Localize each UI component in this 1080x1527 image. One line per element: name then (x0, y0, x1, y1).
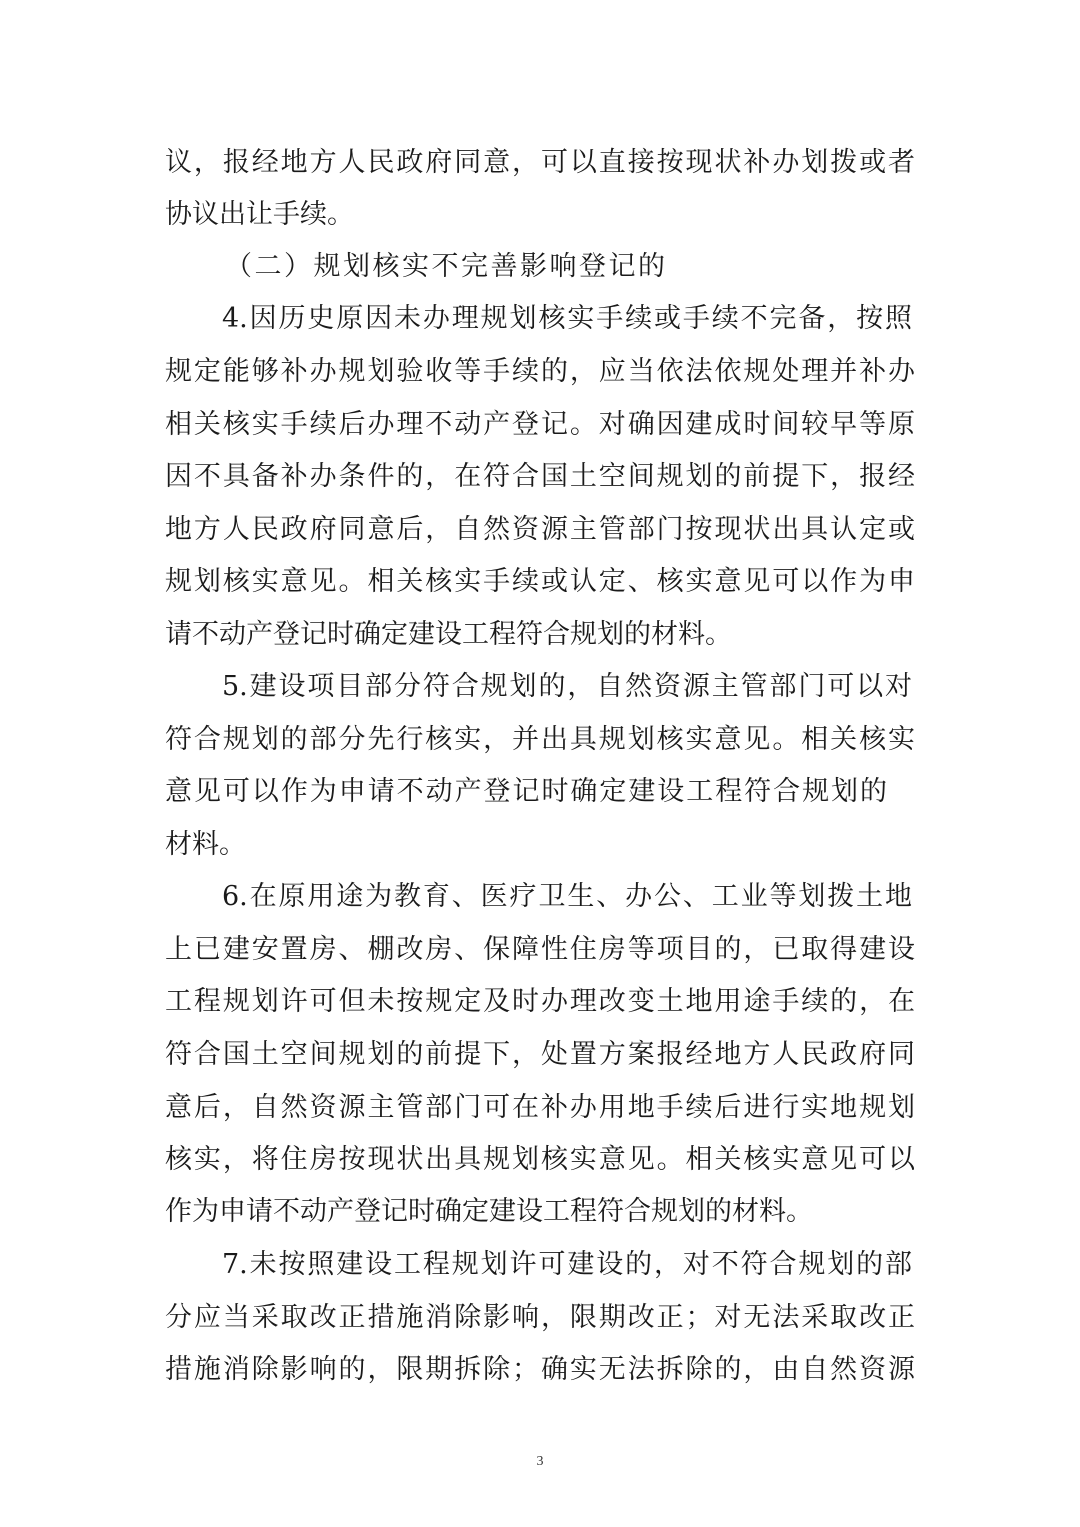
page-number: 3 (536, 1454, 544, 1469)
text-line: 作为申请不动产登记时确定建设工程符合规划的材料。 (165, 1196, 813, 1227)
text-line: 议，报经地方人民政府同意，可以直接按现状补办划拨或者 (165, 147, 915, 178)
paragraph-4-first-line: 4.因历史原因未办理规划核实手续或手续不完备，按照 (222, 303, 912, 334)
text-line: 意见可以作为申请不动产登记时确定建设工程符合规划的 (165, 776, 887, 807)
text-line: 符合规划的部分先行核实，并出具规划核实意见。相关核实 (165, 724, 915, 755)
text-line: 措施消除影响的，限期拆除；确实无法拆除的，由自然资源 (165, 1354, 915, 1385)
text-line: 地方人民政府同意后，自然资源主管部门按现状出具认定或 (165, 514, 915, 545)
text-line: 规划核实意见。相关核实手续或认定、核实意见可以作为申 (165, 566, 915, 597)
text-line: 上已建安置房、棚改房、保障性住房等项目的，已取得建设 (165, 934, 915, 965)
text-line: 因不具备补办条件的，在符合国土空间规划的前提下，报经 (165, 461, 915, 492)
text-line: 分应当采取改正措施消除影响，限期改正；对无法采取改正 (165, 1302, 915, 1333)
text-line: 规定能够补办规划验收等手续的，应当依法依规处理并补办 (165, 356, 915, 387)
text-line: 意后，自然资源主管部门可在补办用地手续后进行实地规划 (165, 1092, 915, 1123)
text-line: 材料。 (165, 829, 246, 860)
text-line: 符合国土空间规划的前提下，处置方案报经地方人民政府同 (165, 1039, 915, 1070)
paragraph-6-first-line: 6.在原用途为教育、医疗卫生、办公、工业等划拨土地 (222, 881, 912, 912)
text-line: 请不动产登记时确定建设工程符合规划的材料。 (165, 619, 732, 650)
text-line: 协议出让手续。 (165, 199, 354, 230)
text-line: 核实，将住房按现状出具规划核实意见。相关核实意见可以 (165, 1144, 915, 1175)
paragraph-7-first-line: 7.未按照建设工程规划许可建设的，对不符合规划的部 (222, 1249, 912, 1280)
text-line: 工程规划许可但未按规定及时办理改变土地用途手续的，在 (165, 986, 915, 1017)
section-heading: （二）规划核实不完善影响登记的 (225, 251, 665, 282)
paragraph-5-first-line: 5.建设项目部分符合规划的，自然资源主管部门可以对 (222, 671, 912, 702)
text-line: 相关核实手续后办理不动产登记。对确因建成时间较早等原 (165, 409, 915, 440)
